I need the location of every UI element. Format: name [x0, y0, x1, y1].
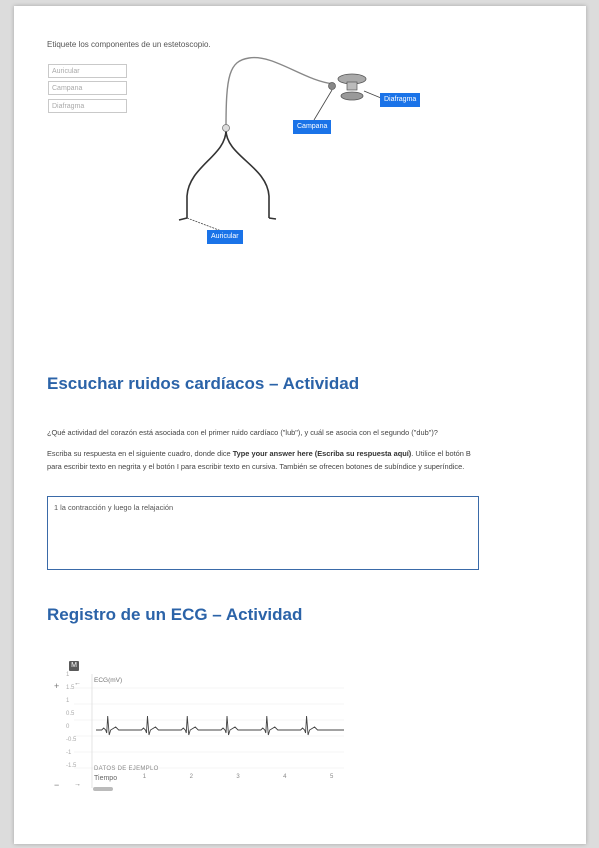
pan-right-button[interactable]: →	[74, 781, 81, 788]
label-instruction: Etiquete los componentes de un estetoscopio.	[47, 40, 211, 49]
heart-sounds-question: ¿Qué actividad del corazón está asociada con el primer ruido cardíaco ("lub"), y cuál se asocia con el segundo ("dub")?	[47, 428, 438, 437]
ecg-title: ECG(mV)	[94, 677, 123, 684]
heart-sounds-heading: Escuchar ruidos cardíacos – Actividad	[47, 374, 360, 393]
placed-label-diafragma[interactable]: Diafragma	[380, 93, 420, 107]
placed-label-campana[interactable]: Campana	[293, 120, 331, 134]
y-tick-label: 0.5	[66, 711, 75, 717]
x-tick-label: 4	[283, 774, 287, 780]
y-tick-label: 1.5	[66, 685, 75, 691]
label-bank-diafragma[interactable]: Diafragma	[48, 99, 127, 113]
answer-instructions: Escriba su respuesta en el siguiente cuadro, donde dice Type your answer here (Escriba su respuesta aquí). Utilice el botón B para escribir texto en negrita y el botón I para escribir texto en cursiva. También se ofrecen botones de subíndice y superíndice.	[47, 449, 471, 471]
x-tick-label: 1	[142, 774, 147, 780]
zoom-out-button[interactable]: −	[54, 780, 60, 790]
y-tick-label: -1.5	[66, 763, 77, 769]
menu-icon[interactable]: M	[69, 661, 79, 671]
horizontal-scrollbar[interactable]	[93, 787, 113, 791]
ecg-chart	[44, 660, 344, 800]
zoom-in-button[interactable]: +	[54, 681, 60, 691]
y-tick-label: -0.5	[66, 737, 77, 743]
placed-label-auricular[interactable]: Auricular	[207, 230, 243, 244]
y-tick-label: 0	[66, 724, 70, 730]
y-tick-label: -1	[66, 750, 72, 756]
y-tick-label: 1	[66, 698, 70, 704]
label-bank-campana[interactable]: Campana	[48, 81, 127, 95]
x-tick-label: 5	[329, 774, 334, 780]
label-bank-auricular[interactable]: Auricular	[48, 64, 127, 78]
x-axis-label: Tiempo	[94, 775, 118, 782]
ecg-heading: Registro de un ECG – Actividad	[47, 605, 303, 624]
y-tick-label: 1	[66, 672, 70, 678]
ecg-trace	[96, 716, 344, 735]
x-tick-label: 3	[236, 774, 240, 780]
answer-textbox[interactable]: 1 la contracción y luego la relajación	[47, 496, 479, 570]
document-page	[14, 6, 586, 844]
pan-left-button[interactable]: ←	[74, 680, 81, 687]
x-tick-label: 2	[189, 774, 193, 780]
sample-data-label: DATOS DE EJEMPLO	[94, 766, 159, 772]
